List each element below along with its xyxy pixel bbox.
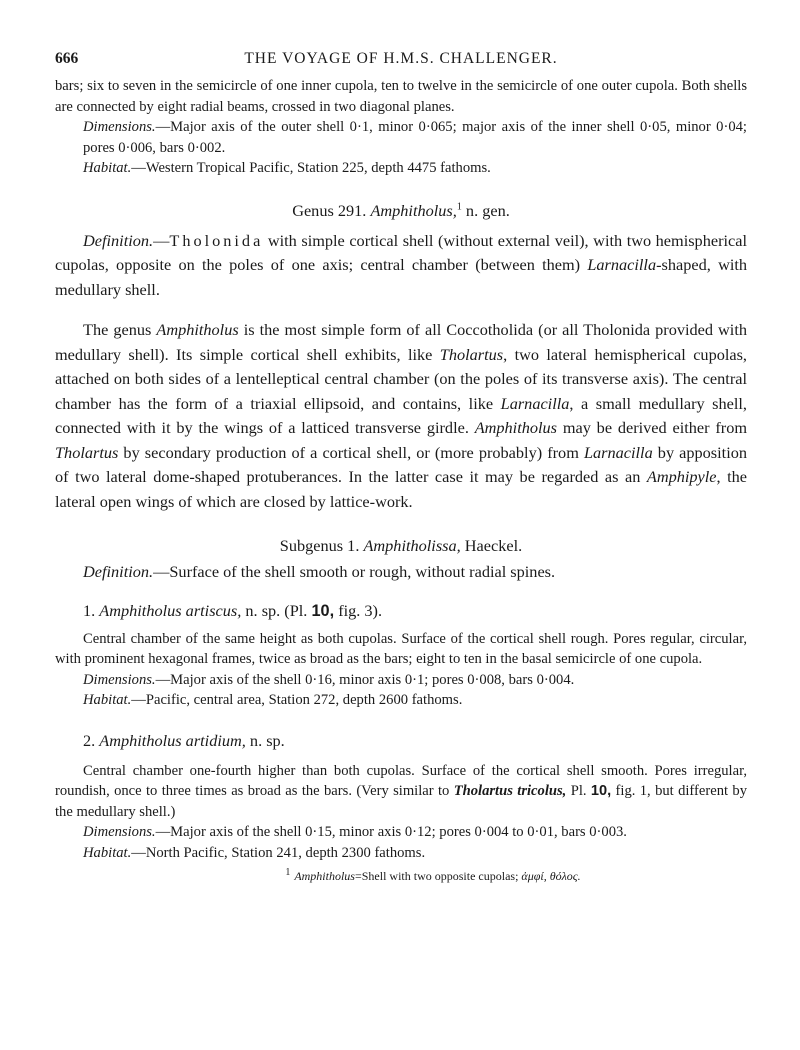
plate-number: 10, bbox=[311, 601, 335, 620]
page bbox=[55, 50, 747, 884]
footnote: $^1$ Amphitholus=Shell with two opposite cupolas; ἀμφί, θόλος. bbox=[285, 867, 581, 883]
subgenus-name: Amphitholissa, bbox=[363, 536, 461, 555]
species-2-name: Amphitholus artidium, bbox=[99, 730, 246, 750]
page-number: 666 bbox=[55, 50, 79, 67]
species-2-habitat: Habitat.—North Pacific, Station 241, depth 2300 fathoms. bbox=[83, 844, 426, 861]
species-1-dimensions: Dimensions.—Major axis of the shell 0·16, minor axis 0·1; pores 0·008, bars 0·004. bbox=[83, 671, 575, 688]
page-header bbox=[55, 50, 747, 76]
species-1-description: Central chamber of the same height as both cupolas. Surface of the cortical shell rough. Pores regular, circular, with prominent hexagonal frames, twice as broad as the bars; eight to ten in the basal semicircle of one cupola. bbox=[55, 630, 747, 667]
genus-name: Amphitholus, bbox=[370, 200, 457, 220]
species-1-habitat: Habitat.—Pacific, central area, Station 272, depth 2600 fathoms. bbox=[83, 692, 463, 708]
subgenus-heading: Subgenus 1. Amphitholissa, Haeckel. bbox=[279, 536, 523, 555]
species-2-dimensions: Dimensions.—Major axis of the shell 0·15, minor axis 0·12; pores 0·004 to 0·01, bars 0·003. bbox=[83, 824, 627, 840]
genus-suffix: n. gen. bbox=[465, 200, 510, 220]
genus-definition: Definition.—Tholonida with simple cortical shell (without external veil), with two hemispherical cupolas, opposite on the poles of one axis; central chamber (between them) Larnacilla-shaped, with medullary shell. bbox=[55, 230, 748, 299]
species-2-heading: 2. Amphitholus artidium, n. sp. bbox=[83, 730, 285, 750]
greek-etymology: ἀμφί, θόλος. bbox=[521, 869, 581, 883]
running-title: THE VOYAGE OF H.M.S. CHALLENGER. bbox=[244, 50, 558, 67]
genus-description: The genus Amphitholus is the most simple form of all Coccotholida (or all Tholonida provided with medullary shell). Its simple cortical shell exhibits, like Tholartus, two lateral hemispherical cupolas, attached on both sides of a lentelleptical central chamber (on the poles of its transverse axis). The central chamber has the form of a triaxial ellipsoid, and contains, like Larnacilla, a small medullary shell, connected with it by the wings of a latticed transverse girdle. Amphitholus may be derived either from Tholartus by secondary production of a cortical shell, or (more probably) from Larnacilla by apposition of two lateral dome-shaped protuberances. In the latter case it may be regarded as an Amphipyle, the lateral open wings of which are closed by lattice-work. bbox=[55, 320, 748, 511]
habitat-label: Habitat. bbox=[83, 160, 132, 176]
dimensions-label: Dimensions. bbox=[83, 119, 156, 135]
subgenus-definition: Definition.—Surface of the shell smooth or rough, without radial spines. bbox=[83, 562, 556, 581]
dimensions-line bbox=[55, 117, 747, 158]
habitat-text: —Western Tropical Pacific, Station 225, depth 4475 fathoms. bbox=[131, 160, 491, 176]
dimensions-text: —Major axis of the outer shell 0·1, minor 0·065; major axis of the inner shell 0·05, minor 0·04; pores 0·006, bars 0·002. bbox=[83, 119, 747, 156]
species-2-description: Central chamber one-fourth higher than both cupolas. Surface of the cortical shell smooth. Pores irregular, roundish, once to three times as broad as the bars. (Very similar to Tholartus tricolus, Pl. 10, fig. 1, but different by the medullary shell.) bbox=[55, 762, 747, 820]
genus-prefix: Genus 291. bbox=[292, 200, 367, 220]
group-name: Tholonida bbox=[169, 230, 264, 250]
species-1-name: Amphitholus artiscus, bbox=[99, 600, 242, 620]
species-1-body bbox=[55, 629, 747, 711]
species-2-body bbox=[55, 761, 747, 864]
previous-species-section bbox=[55, 76, 747, 179]
continued-description: bars; six to seven in the semicircle of one inner cupola, ten to twelve in the semicircle of one outer cupola. Both shells are connected by eight radial beams, crossed in two diagonal planes. bbox=[55, 78, 747, 115]
species-1-heading: 1. Amphitholus artiscus, n. sp. (Pl. 10, fig. 3). bbox=[83, 600, 383, 620]
genus-heading bbox=[55, 201, 747, 221]
habitat-line bbox=[55, 158, 747, 179]
definition-label: Definition. bbox=[83, 230, 154, 250]
footnote-ref: 1 bbox=[456, 201, 462, 213]
